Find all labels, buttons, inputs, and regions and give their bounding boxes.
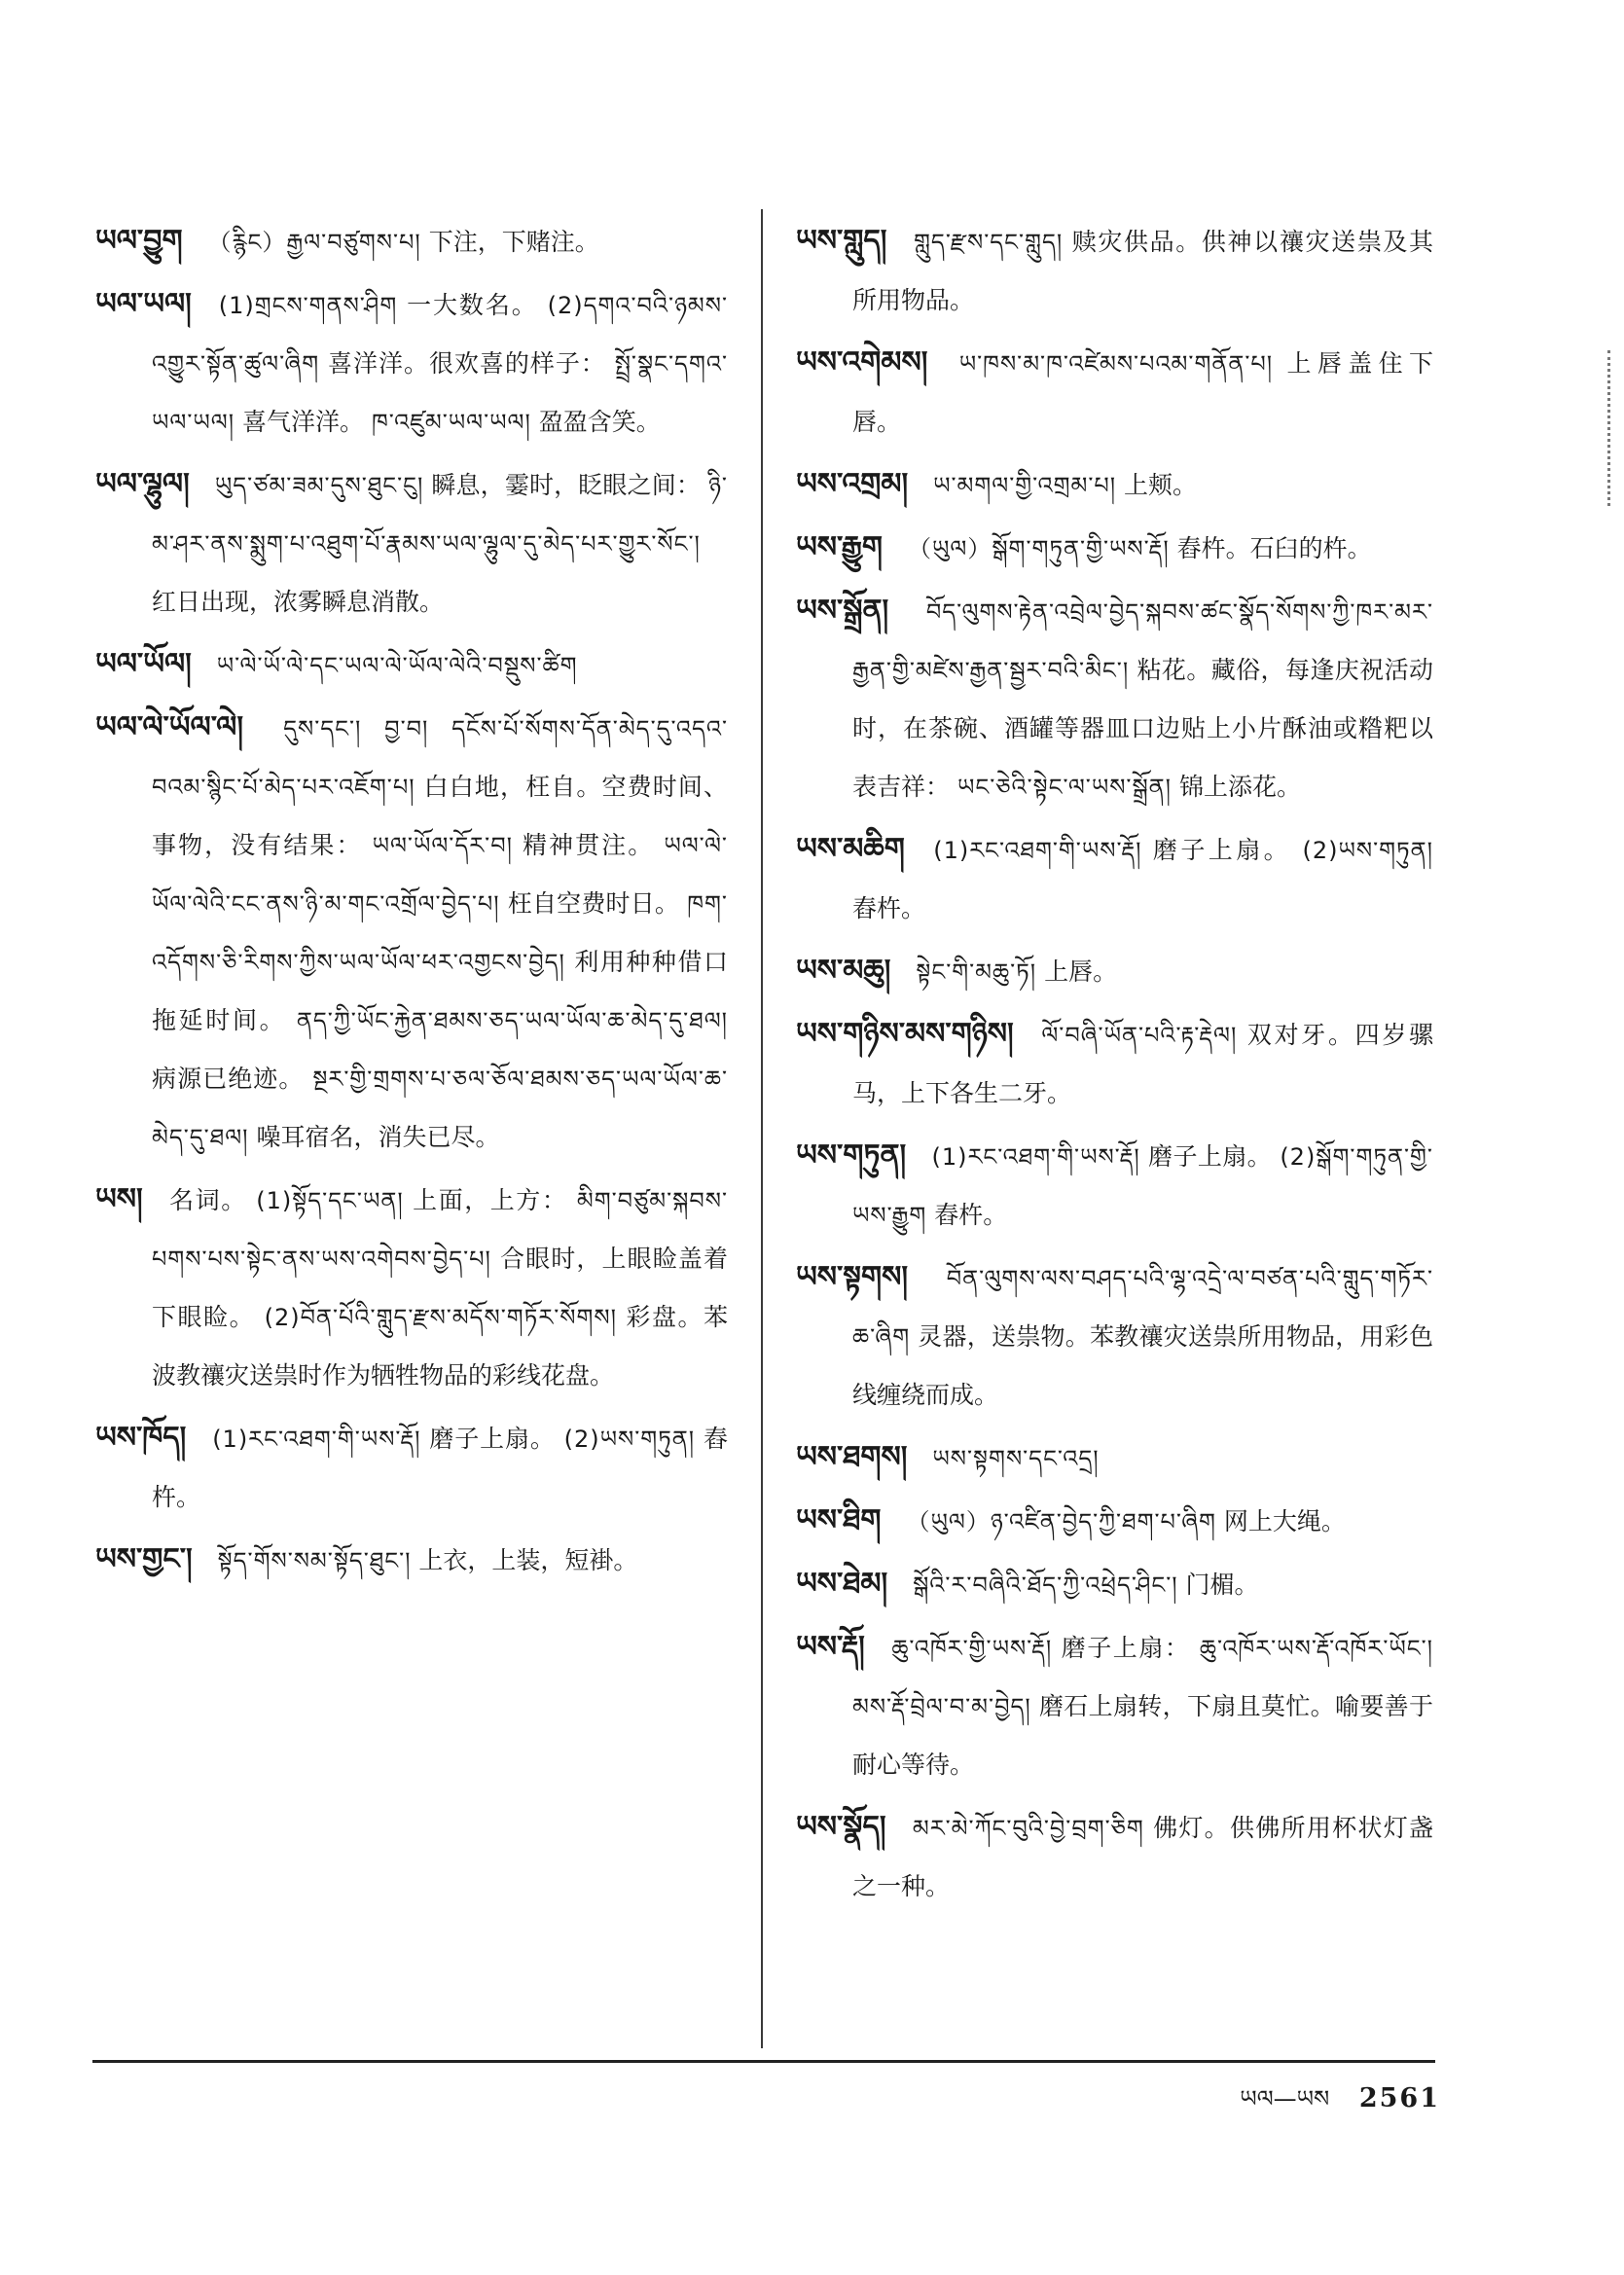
entry-definition-chinese: 舂杵。 [852,894,926,922]
entry-example-chinese: 红日出现，浓雾瞬息消散。 [152,588,445,616]
dictionary-entry [796,1555,1433,1614]
entry-definition-chinese: 上唇。 [1044,957,1118,986]
dictionary-entry [796,1428,1433,1488]
entry-headword: ཡལ་ལྷུལ། [95,467,190,501]
entry-definition-tibetan: ཡ་ཁས་མ་ཁ་འཛེམས་པའམ་གནོན་པ། [958,350,1274,378]
entry-headword: ཡས་མཆུ། [796,954,891,988]
entry-definition-tibetan: གླུད་རྫས་དང་གླུད། [914,229,1064,256]
dictionary-entry [796,334,1433,451]
entry-example-chinese: 病源已绝迹。 [152,1065,305,1093]
entry-headword: ཡལ་ལེ་ཡོལ་ལེ། [95,710,243,744]
entry-headword: ཡས། [95,1182,143,1216]
entry-example-tibetan: ཁ་འཛུམ་ཡལ་ཡལ། [371,409,531,436]
entry-definition-tibetan: (2)ཡས་གཏུན། [1302,837,1433,864]
entry-headword: ཡས་རྡོ། [796,1630,865,1664]
entry-definition-tibetan: (2)སྒོག་གཏུན་གྱི་ཡས་རྒྱུག [852,1143,1433,1229]
entry-definition-chinese: 门楣。 [1185,1571,1259,1599]
entry-definition-tibetan: (1)རང་འཐག་གི་ཡས་རྡོ། [931,1143,1140,1171]
entry-example-tibetan: མིག་བཙུམ་སྐབས་པགས་པས་སྟེང་ནས་ཡས་འགེབས་བྱེད་པ། [152,1187,728,1273]
entry-definition-chinese: 瞬息，霎时，眨眼之间： [431,471,701,499]
dictionary-entry [95,455,728,632]
entry-headword: ཡས་གཉིས་མས་གཉིས། [796,1017,1014,1051]
page-range-guide-words: ཡལ—ཡས [1240,2085,1330,2112]
entry-example-chinese: 精神贯注。 [522,831,655,859]
page-footer [1129,2075,1440,2123]
entry-definition-tibetan: ཡ་ལེ་ཡོ་ལེ་དང་ཡལ་ལེ་ཡོལ་ལེའི་བསྡུས་ཚིག [216,652,578,679]
entry-definition-chinese: 喜洋洋。很欢喜的样子： [328,349,606,378]
dictionary-entry [95,1171,728,1405]
column-divider [761,209,763,2048]
entry-definition-tibetan: (1)རང་འཐག་གི་ཡས་རྡོ། [933,837,1142,864]
entry-definition-tibetan: （རྙིང）རྒྱལ་བཙུགས་པ། [207,229,421,256]
entry-definition-chinese: 上唇盖住下唇。 [852,349,1433,436]
entry-definition-chinese: 下注，下赌注。 [428,228,599,256]
dictionary-entry [796,1248,1433,1425]
entry-example-tibetan: ཁག་འདོགས་ཅི་རིགས་ཀྱིས་ཡལ་ཡོལ་ཕར་འགྱངས་བྱེད། [152,890,728,976]
dictionary-entry [796,519,1433,578]
entry-definition-tibetan: དུས་དང་། བྱ་བ། དངོས་པོ་སོགས་དོན་མེད་དུ་འདའ་བའམ་སྙིང་པོ་མེད་པར་འཇོག་པ། [152,715,728,801]
entry-definition-tibetan: ཆུ་འཁོར་གྱི་ཡས་རྡོ། [891,1635,1053,1662]
bottom-rule [92,2060,1435,2063]
dictionary-entry [796,942,1433,1001]
entry-example-tibetan: ཆུ་འཁོར་ཡས་རྡོ་འཁོར་ཡོང་། མས་རྡོ་བྲེལ་བ་མ་བྱེད། [852,1635,1433,1720]
entry-definition-chinese: 一大数名。 [407,291,538,319]
dictionary-entry [95,699,728,1167]
dictionary-entry [796,1798,1433,1916]
dictionary-entry [796,1492,1433,1551]
page-number: 2561 [1358,2083,1440,2113]
entry-example-chinese: 磨石上扇转，下扇且莫忙。喻要善于耐心等待。 [852,1692,1433,1779]
entry-definition-tibetan: བོད་ལུགས་རྟེན་འབྲེལ་བྱེད་སྐབས་ཚང་སྣོད་སོགས་ཀྱི་ཁར་མར་རྒྱན་གྱི་མཛེས་རྒྱན་སྦྱར་བའི་མིང་། [852,598,1433,684]
entry-example-chinese: 利用种种借口拖延时间。 [152,948,728,1034]
entry-definition-chinese: 灵器，送祟物。苯教禳灾送祟所用物品，用彩色线缠绕而成。 [852,1322,1433,1409]
entry-example-tibetan: ཡང་ཅེའི་སྟེང་ལ་ཡས་སྒྲོན། [956,774,1173,801]
entry-definition-tibetan: སྒོའི་ར་བཞིའི་ཐོད་ཀྱི་འཕྲེད་ཤིང་། [913,1571,1178,1599]
entry-example-tibetan: ཡལ་ཡོལ་དོར་བ། [372,832,513,859]
entry-definition-tibetan: (1)སྟོད་དང་ཡན། [256,1187,404,1214]
entry-headword: ཡས་གཏུན། [796,1138,907,1173]
dictionary-entry [796,455,1433,515]
dictionary-entry [95,635,728,695]
entry-definition-tibetan: (2)དགའ་བའི་ཉམས་འགྱུར་སྟོན་ཚུལ་ཞིག [152,292,728,378]
entry-definition-tibetan: (2)ཡས་གཏུན། [563,1426,696,1453]
entry-example-chinese: 盈盈含笑。 [538,408,661,436]
entry-definition-chinese: 白白地，枉自。空费时间、事物，没有结果： [152,773,728,859]
entry-definition-chinese: 佛灯。供佛所用杯状灯盏之一种。 [852,1814,1433,1900]
dictionary-entry [796,820,1433,938]
entry-headword: ཡས་འགྲམ། [796,467,909,501]
entry-definition-tibetan: （ཡུལ）ཉ་འཛིན་བྱེད་ཀྱི་ཐག་པ་ཞིག [906,1508,1216,1535]
dictionary-entry [95,212,728,271]
entry-headword: ཡལ་ཡོལ། [95,647,192,681]
dictionary-entry [95,275,728,451]
entry-definition-chinese: 双对牙。四岁骡马，上下各生二牙。 [852,1021,1433,1107]
entry-example-chinese: 枉自空费时日。 [507,889,680,918]
entry-definition-chinese: 赎灾供品。供神以禳灾送祟及其所用物品。 [852,228,1433,314]
entry-definition-tibetan: ཡུད་ཙམ་ཟམ་དུས་ཐུང་ངུ། [214,472,424,499]
entry-headword: ཡས་རྒྱུག [796,530,884,564]
dictionary-entry [796,1618,1433,1794]
entry-example-tibetan: ཡལ་ལེ་ཡོལ་ལེའི་ངང་ནས་ཉི་མ་གང་འགྲོལ་བྱེད་པ། [152,832,728,918]
entry-definition-chinese: 磨子上扇。 [1148,1142,1272,1171]
entry-example-tibetan: སྤྲོ་སྣང་དགའ་ཡལ་ཡལ། [152,350,728,436]
entry-headword: ཡས་ཐིག [796,1503,882,1537]
right-column [796,212,1433,2041]
entry-headword: ཡས་ཐགས། [796,1440,908,1474]
entry-example-tibetan: སྔར་གྱི་གྲགས་པ་ཅལ་ཅོལ་ཐམས་ཅད་ཡལ་ཡོལ་ཆ་མེད་དུ་ཐལ། [152,1065,728,1151]
left-column [95,212,728,2041]
entry-definition-tibetan: མར་མེ་ཀོང་བུའི་བྱེ་བྲག་ཅིག [912,1815,1144,1842]
entry-definition-tibetan: (1)གྲངས་གནས་ཤིག [218,292,398,319]
entry-definition-chinese: 上面，上方： [413,1186,568,1214]
entry-definition-tibetan: (2)བོན་པོའི་གླུད་རྫས་མདོས་གཏོར་སོགས། [264,1304,617,1331]
entry-definition-chinese: 名词。 [169,1186,247,1214]
dictionary-entry [796,212,1433,330]
dictionary-entry [95,1409,728,1527]
entry-definition-chinese: 磨子上扇： [1061,1634,1191,1662]
entry-example-tibetan: ཉི་མ་ཤར་ནས་སྨུག་པ་འཐུག་པོ་རྣམས་ཡལ་ལྷུལ་དུ་མེད་པར་གྱུར་སོང་། [152,472,728,558]
entry-example-chinese: 噪耳宿名，消失已尽。 [256,1123,500,1151]
entry-headword: ཡས་མཆིག [796,832,905,866]
entry-definition-chinese: 舂杵。石臼的杵。 [1176,534,1372,562]
dictionary-entry [95,1531,728,1590]
entry-definition-tibetan: （ཡུལ）སྒོག་གཏུན་གྱི་ཡས་རྡོ། [908,535,1170,562]
entry-example-chinese: 锦上添花。 [1178,773,1301,801]
entry-definition-chinese: 磨子上扇。 [429,1425,556,1453]
entry-definition-chinese: 上颊。 [1124,471,1198,499]
entry-definition-chinese: 上衣，上装，短褂。 [418,1546,638,1574]
entry-definition-chinese: 彩盘。苯波教禳灾送祟时作为牺牲物品的彩线花盘。 [152,1303,728,1390]
dictionary-entry [796,1005,1433,1123]
entry-headword: ཡས་ཐེམ། [796,1567,888,1601]
entry-definition-tibetan: (1)རང་འཐག་གི་ཡས་རྡོ། [212,1426,421,1453]
dictionary-entry [796,1127,1433,1245]
entry-headword: ཡས་གྱང་། [95,1542,193,1576]
dictionary-entry [796,582,1433,816]
entry-example-chinese: 合眼时，上眼睑盖着下眼睑。 [152,1245,728,1331]
entry-headword: ཡལ་ཡལ། [95,287,192,321]
entry-definition-tibetan: སྟེང་གི་མཆུ་ཏོ། [916,958,1037,986]
entry-headword: ཡས་སྣོད། [796,1810,886,1844]
entry-definition-tibetan: ཡས་སྟགས་དང་འདྲ། [932,1445,1100,1472]
entry-definition-chinese: 网上大绳。 [1223,1507,1346,1535]
entry-example-chinese: 喜气洋洋。 [242,408,365,436]
entry-definition-tibetan: སྟོད་གོས་སམ་སྟོད་ཐུང་། [217,1547,412,1574]
entry-headword: ཡས་སྒྲོན། [796,594,889,628]
entry-definition-tibetan: བོན་ལུགས་ལས་བཤད་པའི་ལྷ་འདྲེ་ལ་བཙན་པའི་གླུད་གཏོར་ཆ་ཞིག [852,1265,1433,1351]
entry-definition-tibetan: ཡ་མགལ་གྱི་འགྲམ་པ། [933,472,1117,499]
scan-edge-marks [1607,350,1624,506]
entry-definition-chinese: 舂杵。 [934,1201,1008,1229]
entry-example-tibetan: ནད་ཀྱི་ཡོང་རྐྱེན་ཐམས་ཅད་ཡལ་ཡོལ་ཆ་མེད་དུ་ཐལ། [296,1007,728,1034]
entry-headword: ཡས་ཁོད། [95,1421,187,1455]
entry-headword: ཡས་གླུད། [796,224,887,258]
entry-definition-chinese: 磨子上扇。 [1152,836,1292,864]
entry-headword: ཡས་འགེམས། [796,345,928,379]
entry-definition-chinese: 舂杵。 [152,1425,728,1511]
entry-headword: ཡས་སྟགས། [796,1260,909,1294]
entry-definition-tibetan: ལོ་བཞི་ཡོན་པའི་རྟ་རྡེལ། [1041,1022,1238,1049]
entry-definition-chinese: 粘花。藏俗，每逢庆祝活动时，在茶碗、酒罐等器皿口边贴上小片酥油或糌粑以表吉祥： [852,656,1433,801]
entry-headword: ཡལ་བྱུག [95,224,183,258]
